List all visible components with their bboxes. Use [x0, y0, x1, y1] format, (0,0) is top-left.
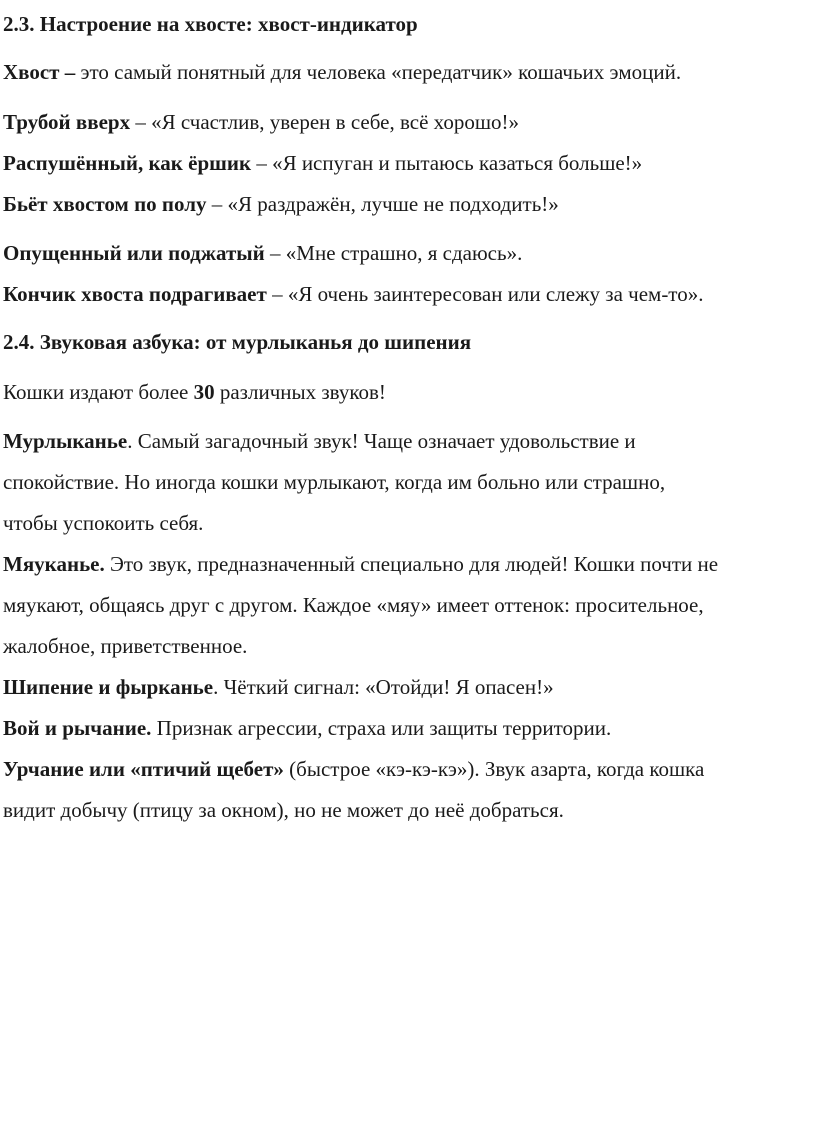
purring-text: . Самый загадочный звук! Чаще означает удовольствие и: [127, 429, 636, 453]
tail-item-fluffed: [3, 150, 642, 176]
tail-item-text: – «Я испуган и пытаюсь казаться больше!»: [251, 151, 643, 175]
meowing-line-3: жалобное, приветственное.: [3, 634, 248, 658]
sounds-count: 30: [193, 380, 215, 404]
tail-item-term: Трубой вверх: [3, 110, 131, 134]
meowing-term: Мяуканье.: [3, 552, 105, 576]
howling-term: Вой и рычание.: [3, 716, 152, 740]
purring-term: Мурлыканье: [3, 429, 128, 453]
tail-item-term: Бьёт хвостом по полу: [3, 192, 207, 216]
section-2-3-heading: 2.3. Настроение на хвосте: хвост-индикатор: [3, 12, 418, 36]
tail-item-text: – «Я очень заинтересован или слежу за чем-то».: [266, 282, 704, 306]
tail-item-thumping: [3, 191, 559, 217]
tail-item-twitching: [3, 281, 703, 307]
tail-item-lowered: [3, 240, 522, 266]
chirping-line-2: видит добычу (птицу за окном), но не может до неё добраться.: [3, 798, 564, 822]
sounds-intro-before: Кошки издают более: [3, 380, 194, 404]
tail-item-term: Опущенный или поджатый: [3, 241, 265, 265]
sounds-intro: [3, 379, 386, 405]
tail-item-up: [3, 109, 519, 135]
chirping-text: (быстрое «кэ-кэ-кэ»). Звук азарта, когда кошка: [283, 757, 705, 781]
tail-item-text: – «Мне страшно, я сдаюсь».: [264, 241, 523, 265]
chirping-term: Урчание или «птичий щебет»: [3, 757, 284, 781]
chirping-line-1: [3, 756, 704, 782]
meowing-line-1: [3, 551, 718, 577]
tail-intro-text: это самый понятный для человека «передатчик» кошачьих эмоций.: [75, 60, 682, 84]
purring-line-2: спокойствие. Но иногда кошки мурлыкают, когда им больно или страшно,: [3, 470, 666, 494]
purring-line-1: [3, 428, 636, 454]
howling-paragraph: [3, 715, 611, 741]
hissing-paragraph: [3, 674, 554, 700]
tail-intro-term: Хвост –: [3, 60, 76, 84]
tail-item-term: Распушённый, как ёршик: [3, 151, 252, 175]
hissing-term: Шипение и фырканье: [3, 675, 214, 699]
purring-line-3: чтобы успокоить себя.: [3, 511, 204, 535]
meowing-line-2: мяукают, общаясь друг с другом. Каждое «мяу» имеет оттенок: просительное,: [3, 593, 704, 617]
howling-text: Признак агрессии, страха или защиты территории.: [151, 716, 612, 740]
sounds-intro-after: различных звуков!: [214, 380, 386, 404]
tail-intro: [3, 59, 681, 85]
tail-item-text: – «Я счастлив, уверен в себе, всё хорошо!»: [130, 110, 520, 134]
tail-item-term: Кончик хвоста подрагивает: [3, 282, 267, 306]
meowing-text: Это звук, предназначенный специально для людей! Кошки почти не: [104, 552, 719, 576]
section-2-4-heading: 2.4. Звуковая азбука: от мурлыканья до шипения: [3, 330, 472, 354]
hissing-text: . Чёткий сигнал: «Отойди! Я опасен!»: [213, 675, 554, 699]
tail-item-text: – «Я раздражён, лучше не подходить!»: [206, 192, 559, 216]
